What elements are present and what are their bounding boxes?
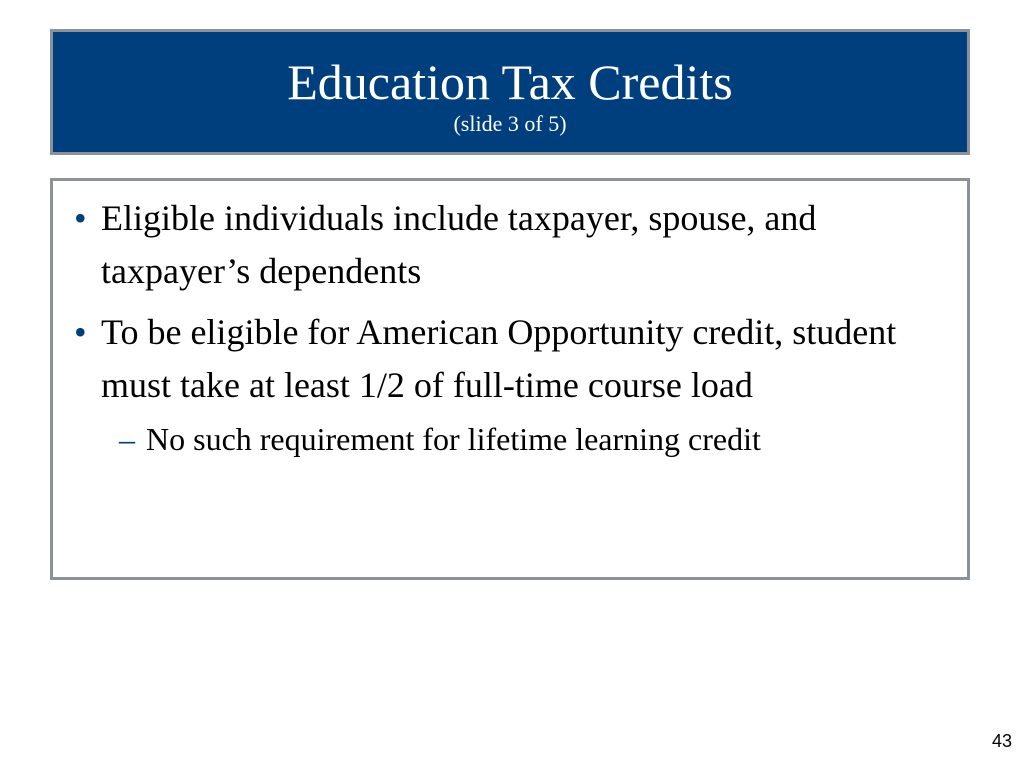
title-banner <box>50 29 970 155</box>
slide-subtitle: (slide 3 of 5) <box>453 111 567 136</box>
bullet-text: Eligible individuals include taxpayer, spouse, and taxpayer’s dependents <box>101 198 817 291</box>
slide-title: Education Tax Credits <box>287 54 733 110</box>
sub-bullet-text: No such requirement for lifetime learning credit <box>146 421 761 457</box>
sub-bullet-item <box>53 416 967 462</box>
sub-bullet-marker: – <box>119 421 135 457</box>
content-box <box>50 178 970 580</box>
page-number: 43 <box>991 731 1012 751</box>
bullet-text: To be eligible for American Opportunity credit, student must take at least 1/2 of full-time course load <box>101 312 897 405</box>
bullet-marker: • <box>74 312 87 352</box>
bullet-item <box>53 306 967 412</box>
bullet-marker: • <box>74 198 87 238</box>
bullet-list <box>53 192 967 462</box>
bullet-item <box>53 192 967 298</box>
